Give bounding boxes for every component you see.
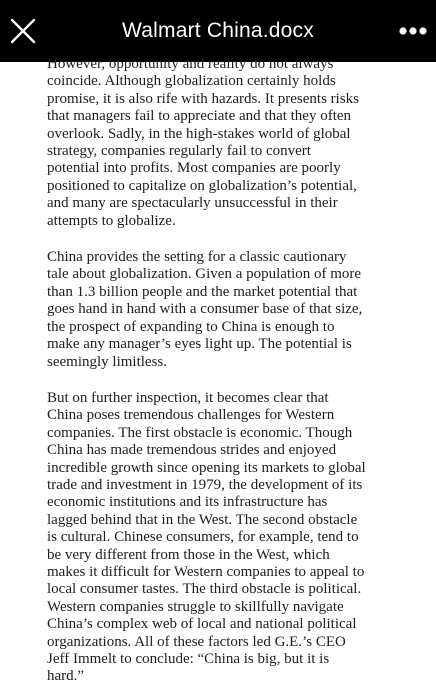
top-bar	[0, 0, 436, 62]
document-paragraph: China provides the setting for a classic cautionary tale about globalization. Given a population of more than 1.3 billion people and the market potential that goes hand in hand with a consumer base of that size, the prospect of expanding to China is enough to make any manager’s eyes light up. The potential is seemingly limitless.	[47, 249, 363, 370]
document-body	[47, 56, 367, 700]
more-options-icon	[398, 26, 428, 36]
document-title: Walmart China.docx	[122, 19, 314, 42]
document-paragraph: However, opportunity and reality do not always coincide. Although globalization certainly holds promise, it is also rife with hazards. It presents risks that managers fail to appreciate and that they often overlook. Sadly, in the high-stakes world of global strategy, companies regularly fail to convert potential into profits. Most companies are poorly positioned to capitalize on globalization’s potential, and many are spectacularly unsuccessful in their attempts to globalize.	[47, 56, 360, 229]
more-options-button[interactable]	[398, 26, 428, 36]
document-paragraph: But on further inspection, it becomes clear that China poses tremendous challenges for Western companies. The first obstacle is economic. Though China has made tremendous strides and enjoyed incredible growth since opening its markets to global trade and investment in 1979, the development of its economic institutions and its infrastructure has lagged behind that in the West. The second obstacle is cultural. Chinese consumers, for example, tend to be very different from those in the West, which makes it difficult for Western companies to appeal to local consumer tastes. The third obstacle is political. Western companies struggle to skillfully navigate China’s complex web of local and national political organizations. All of these factors led G.E.’s CEO Jeff Immelt to conclude: “China is big, but it is hard.”	[47, 389, 366, 685]
